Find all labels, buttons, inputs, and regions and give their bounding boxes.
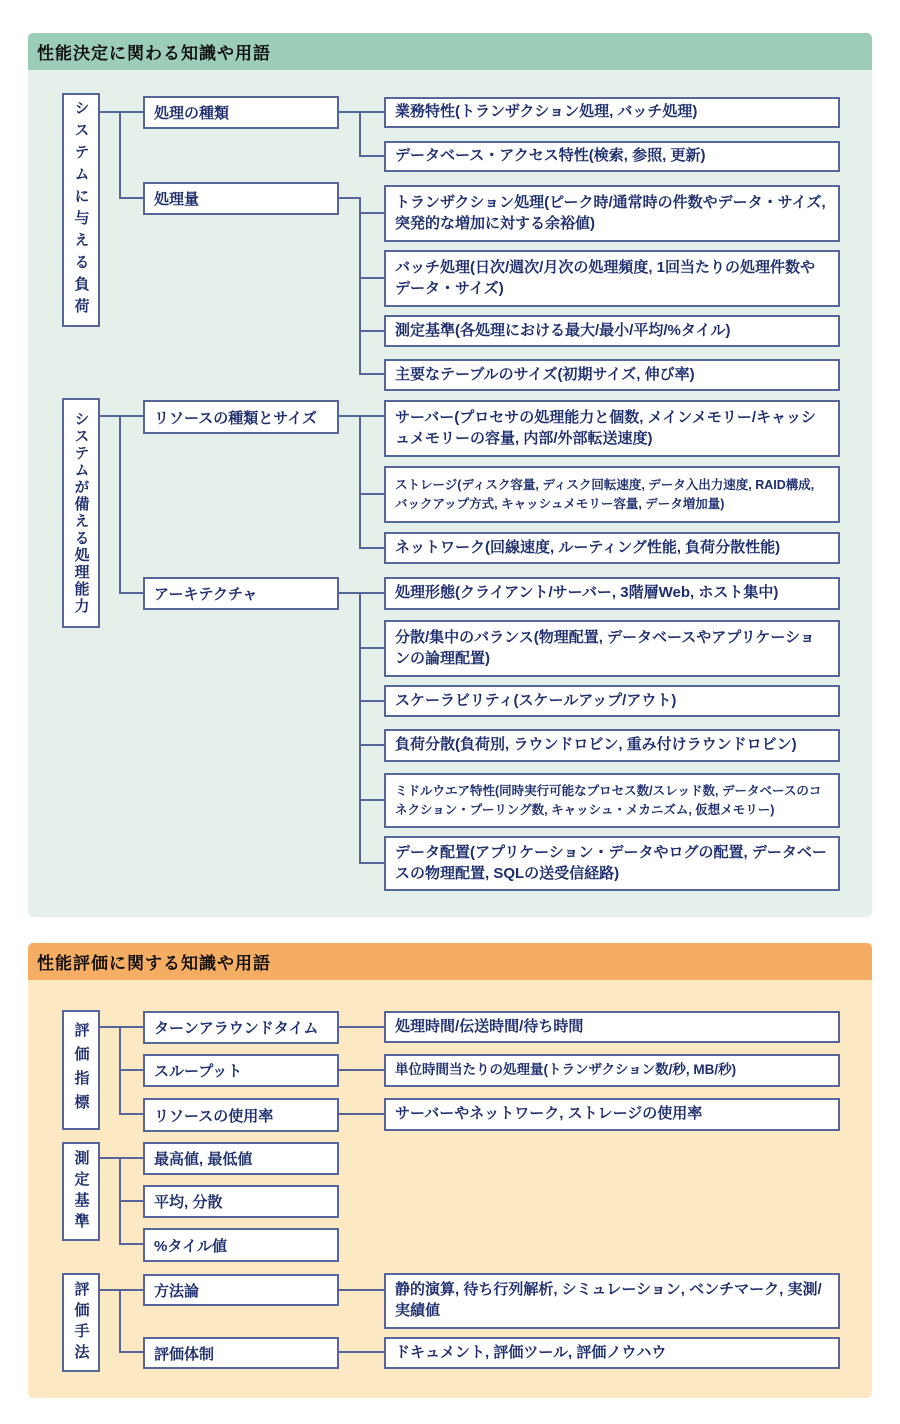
item-box-processing-time: 処理時間/伝送時間/待ち時間 bbox=[384, 1011, 840, 1043]
connector-line-h bbox=[359, 547, 384, 549]
connector-line-v bbox=[359, 592, 361, 864]
connector-line-h bbox=[119, 1351, 143, 1353]
connector-line-h bbox=[339, 1289, 384, 1291]
item-box-measurement-criteria: 測定基準(各処理における最大/最小/平均/%タイル) bbox=[384, 315, 840, 347]
section1-title: 性能決定に関わる知識や用語 bbox=[37, 44, 271, 63]
group-label-evaluation-index: 評価指標 bbox=[62, 1010, 100, 1130]
connector-line-v bbox=[359, 111, 361, 157]
connector-line-h bbox=[359, 330, 384, 332]
connector-line-v bbox=[359, 197, 361, 375]
item-box-processing-form: 処理形態(クライアント/サーバー, 3階層Web, ホスト集中) bbox=[384, 577, 840, 610]
group-label-evaluation-method: 評価手法 bbox=[62, 1273, 100, 1372]
connector-line-h bbox=[119, 592, 143, 594]
connector-line-h bbox=[359, 700, 384, 702]
branch-box-resource-usage: リソースの使用率 bbox=[143, 1098, 339, 1132]
group-label-system-load: システムに与える負荷 bbox=[62, 93, 100, 327]
item-box-static-calculation: 静的演算, 待ち行列解析, シミュレーション, ベンチマーク, 実測/実績値 bbox=[384, 1273, 840, 1329]
connector-line-v bbox=[359, 415, 361, 549]
connector-line-v bbox=[119, 415, 121, 594]
connector-line-h bbox=[100, 415, 143, 417]
connector-line-h bbox=[100, 1289, 143, 1291]
branch-box-throughput: スループット bbox=[143, 1054, 339, 1087]
item-box-usage-rate: サーバーやネットワーク, ストレージの使用率 bbox=[384, 1098, 840, 1131]
branch-box-evaluation-structure: 評価体制 bbox=[143, 1337, 339, 1369]
branch-box-methodology: 方法論 bbox=[143, 1274, 339, 1306]
connector-line-h bbox=[359, 799, 384, 801]
connector-line-h bbox=[339, 592, 384, 594]
section1-header bbox=[28, 33, 872, 70]
branch-box-architecture: アーキテクチャ bbox=[143, 577, 339, 610]
item-box-per-unit-time: 単位時間当たりの処理量(トランザクション数/秒, MB/秒) bbox=[384, 1054, 840, 1087]
connector-line-v bbox=[119, 1289, 121, 1353]
connector-line-h bbox=[119, 197, 143, 199]
connector-line-h bbox=[100, 1026, 143, 1028]
connector-line-h bbox=[119, 1113, 143, 1115]
connector-line-h bbox=[359, 373, 384, 375]
branch-box-turnaround-time: ターンアラウンドタイム bbox=[143, 1011, 339, 1044]
branch-box-percentile: %タイル値 bbox=[143, 1228, 339, 1262]
group-label-measurement-basis: 測定基準 bbox=[62, 1142, 100, 1241]
connector-line-h bbox=[359, 493, 384, 495]
item-box-scalability: スケーラビリティ(スケールアップ/アウト) bbox=[384, 685, 840, 717]
item-box-storage: ストレージ(ディスク容量, ディスク回転速度, データ入出力速度, RAID構成, バックアップ方式, キャッシュメモリー容量, データ増加量) bbox=[384, 466, 840, 523]
item-box-batch-processing: バッチ処理(日次/週次/月次の処理頻度, 1回当たりの処理件数やデータ・サイズ) bbox=[384, 250, 840, 307]
connector-line-h bbox=[339, 415, 384, 417]
item-box-documents-tools: ドキュメント, 評価ツール, 評価ノウハウ bbox=[384, 1337, 840, 1369]
item-box-transaction-processing: トランザクション処理(ピーク時/通常時の件数やデータ・サイズ, 突発的な増加に対する余裕値) bbox=[384, 185, 840, 242]
item-box-table-size: 主要なテーブルのサイズ(初期サイズ, 伸び率) bbox=[384, 359, 840, 391]
section2-header bbox=[28, 943, 872, 980]
connector-line-h bbox=[339, 111, 384, 113]
connector-line-h bbox=[359, 212, 384, 214]
connector-line-h bbox=[359, 647, 384, 649]
connector-line-h bbox=[359, 744, 384, 746]
item-box-server: サーバー(プロセサの処理能力と個数, メインメモリー/キャッシュメモリーの容量, 内部/外部転送速度) bbox=[384, 400, 840, 457]
connector-line-h bbox=[339, 197, 360, 199]
item-box-db-access: データベース・アクセス特性(検索, 参照, 更新) bbox=[384, 141, 840, 172]
group-label-system-capacity: システムが備える処理能力 bbox=[62, 398, 100, 628]
connector-line-h bbox=[119, 1069, 143, 1071]
branch-box-resource-type-size: リソースの種類とサイズ bbox=[143, 400, 339, 434]
branch-box-average-variance: 平均, 分散 bbox=[143, 1185, 339, 1218]
connector-line-h bbox=[359, 862, 384, 864]
branch-box-processing-volume: 処理量 bbox=[143, 182, 339, 215]
connector-line-h bbox=[339, 1026, 384, 1028]
item-box-middleware: ミドルウエア特性(同時実行可能なプロセス数/スレッド数, データベースのコネクション・プーリング数, キャッシュ・メカニズム, 仮想メモリー) bbox=[384, 773, 840, 828]
connector-line-h bbox=[119, 1200, 143, 1202]
connector-line-v bbox=[119, 111, 121, 199]
branch-box-max-min: 最高値, 最低値 bbox=[143, 1142, 339, 1175]
connector-line-h bbox=[339, 1351, 384, 1353]
connector-line-h bbox=[339, 1113, 384, 1115]
connector-line-h bbox=[119, 1243, 143, 1245]
item-box-business-characteristics: 業務特性(トランザクション処理, バッチ処理) bbox=[384, 97, 840, 128]
connector-line-h bbox=[100, 1157, 143, 1159]
connector-line-h bbox=[359, 155, 384, 157]
section2-title: 性能評価に関する知識や用語 bbox=[37, 954, 271, 973]
item-box-load-balancing: 負荷分散(負荷別, ラウンドロビン, 重み付けラウンドロビン) bbox=[384, 729, 840, 762]
connector-line-h bbox=[359, 277, 384, 279]
item-box-distribution-balance: 分散/集中のバランス(物理配置, データベースやアプリケーションの論理配置) bbox=[384, 620, 840, 677]
branch-box-processing-type: 処理の種類 bbox=[143, 96, 339, 129]
connector-line-h bbox=[339, 1069, 384, 1071]
connector-line-h bbox=[100, 111, 143, 113]
item-box-network: ネットワーク(回線速度, ルーティング性能, 負荷分散性能) bbox=[384, 532, 840, 564]
item-box-data-placement: データ配置(アプリケーション・データやログの配置, データベースの物理配置, SQLの送受信経路) bbox=[384, 836, 840, 891]
